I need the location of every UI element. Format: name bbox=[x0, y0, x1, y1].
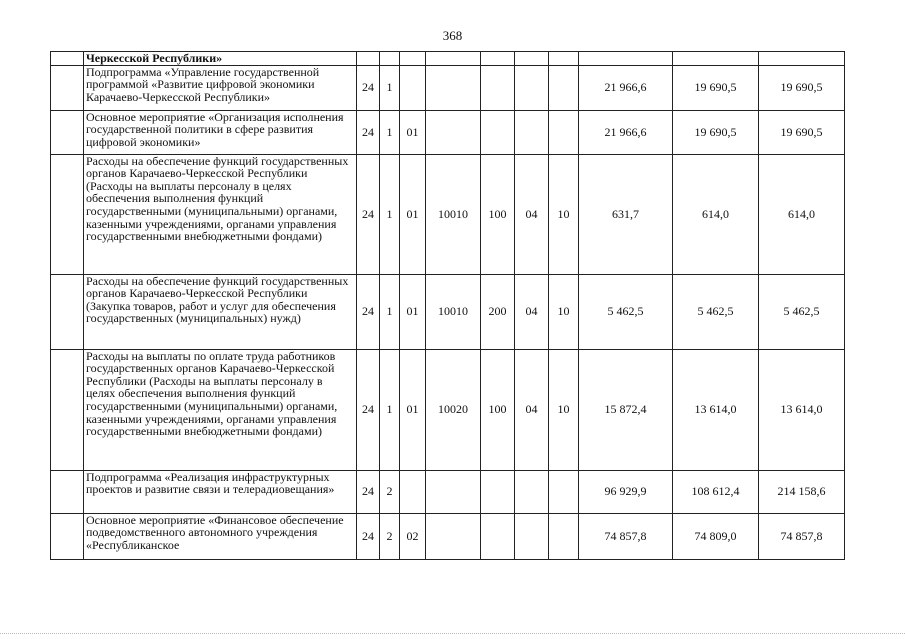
amount-year-2: 614,0 bbox=[673, 154, 759, 274]
section-code bbox=[515, 110, 549, 154]
section-code bbox=[515, 65, 549, 110]
empty-cell bbox=[51, 349, 84, 470]
row-name: Подпрограмма «Реализация инфраструктурных проектов и развитие связи и телерадиовещания» bbox=[84, 470, 357, 513]
subsection-code bbox=[549, 65, 579, 110]
expense-type-code bbox=[481, 110, 515, 154]
gp-code bbox=[357, 52, 380, 66]
row-name: Основное мероприятие «Финансовое обеспечение подведомственного автономного учреждения «Республиканское bbox=[84, 513, 357, 559]
om-code: 01 bbox=[400, 154, 426, 274]
page-bottom-edge bbox=[0, 633, 905, 634]
amount-year-3: 19 690,5 bbox=[759, 110, 845, 154]
row-name: Расходы на выплаты по оплате труда работников государственных органов Карачаево-Черкесской Республики (Расходы на выплаты персоналу в целях обеспечения выполнения функций государственными (муниципальными) органами, казенными учреждениями, органами управления государственными внебюджетными фондами) bbox=[84, 349, 357, 470]
amount-year-1: 96 929,9 bbox=[579, 470, 673, 513]
table-row bbox=[51, 274, 845, 349]
pp-code: 2 bbox=[380, 470, 400, 513]
section-code: 04 bbox=[515, 154, 549, 274]
section-code: 04 bbox=[515, 349, 549, 470]
gp-code: 24 bbox=[357, 65, 380, 110]
direction-code: 10020 bbox=[426, 349, 481, 470]
gp-code: 24 bbox=[357, 274, 380, 349]
expense-type-code: 100 bbox=[481, 154, 515, 274]
empty-cell bbox=[51, 154, 84, 274]
empty-cell bbox=[51, 513, 84, 559]
direction-code: 10010 bbox=[426, 274, 481, 349]
amount-year-3: 74 857,8 bbox=[759, 513, 845, 559]
table-row bbox=[51, 65, 845, 110]
om-code: 01 bbox=[400, 349, 426, 470]
subsection-code: 10 bbox=[549, 274, 579, 349]
amount-year-3: 5 462,5 bbox=[759, 274, 845, 349]
subsection-code bbox=[549, 470, 579, 513]
row-name: Черкесской Республики» bbox=[84, 52, 357, 66]
expense-type-code bbox=[481, 470, 515, 513]
amount-year-2 bbox=[673, 52, 759, 66]
amount-year-2: 19 690,5 bbox=[673, 65, 759, 110]
empty-cell bbox=[51, 52, 84, 66]
empty-cell bbox=[51, 274, 84, 349]
table-row bbox=[51, 52, 845, 66]
empty-cell bbox=[51, 470, 84, 513]
budget-table bbox=[50, 51, 845, 560]
om-code: 02 bbox=[400, 513, 426, 559]
expense-type-code bbox=[481, 52, 515, 66]
amount-year-1 bbox=[579, 52, 673, 66]
amount-year-1: 631,7 bbox=[579, 154, 673, 274]
direction-code bbox=[426, 110, 481, 154]
section-code bbox=[515, 470, 549, 513]
direction-code bbox=[426, 470, 481, 513]
gp-code: 24 bbox=[357, 349, 380, 470]
om-code bbox=[400, 52, 426, 66]
om-code: 01 bbox=[400, 274, 426, 349]
amount-year-1: 21 966,6 bbox=[579, 65, 673, 110]
pp-code: 2 bbox=[380, 513, 400, 559]
expense-type-code bbox=[481, 65, 515, 110]
expense-type-code bbox=[481, 513, 515, 559]
subsection-code bbox=[549, 52, 579, 66]
row-name: Подпрограмма «Управление государственной программой «Развитие цифровой экономики Карачаево-Черкесской Республики» bbox=[84, 65, 357, 110]
amount-year-1: 15 872,4 bbox=[579, 349, 673, 470]
pp-code: 1 bbox=[380, 110, 400, 154]
om-code: 01 bbox=[400, 110, 426, 154]
gp-code: 24 bbox=[357, 470, 380, 513]
amount-year-2: 108 612,4 bbox=[673, 470, 759, 513]
pp-code: 1 bbox=[380, 274, 400, 349]
amount-year-2: 74 809,0 bbox=[673, 513, 759, 559]
table-row bbox=[51, 110, 845, 154]
pp-code: 1 bbox=[380, 65, 400, 110]
amount-year-1: 5 462,5 bbox=[579, 274, 673, 349]
row-name: Основное мероприятие «Организация исполнения государственной политики в сфере развития цифровой экономики» bbox=[84, 110, 357, 154]
amount-year-3: 214 158,6 bbox=[759, 470, 845, 513]
subsection-code bbox=[549, 110, 579, 154]
table-row bbox=[51, 154, 845, 274]
direction-code bbox=[426, 65, 481, 110]
gp-code: 24 bbox=[357, 513, 380, 559]
amount-year-3: 614,0 bbox=[759, 154, 845, 274]
row-name: Расходы на обеспечение функций государственных органов Карачаево-Черкесской Республики (Закупка товаров, работ и услуг для обеспечения государственных (муниципальных) нужд) bbox=[84, 274, 357, 349]
subsection-code bbox=[549, 513, 579, 559]
pp-code: 1 bbox=[380, 154, 400, 274]
subsection-code: 10 bbox=[549, 154, 579, 274]
subsection-code: 10 bbox=[549, 349, 579, 470]
table-row bbox=[51, 349, 845, 470]
pp-code: 1 bbox=[380, 349, 400, 470]
direction-code bbox=[426, 52, 481, 66]
amount-year-2: 13 614,0 bbox=[673, 349, 759, 470]
gp-code: 24 bbox=[357, 110, 380, 154]
om-code bbox=[400, 470, 426, 513]
empty-cell bbox=[51, 65, 84, 110]
row-name: Расходы на обеспечение функций государственных органов Карачаево-Черкесской Республики (Расходы на выплаты персоналу в целях обеспечения выполнения функций государственными (муниципальными) органами, казенными учреждениями, органами управления государственными внебюджетными фондами) bbox=[84, 154, 357, 274]
empty-cell bbox=[51, 110, 84, 154]
amount-year-1: 74 857,8 bbox=[579, 513, 673, 559]
direction-code: 10010 bbox=[426, 154, 481, 274]
amount-year-1: 21 966,6 bbox=[579, 110, 673, 154]
amount-year-3 bbox=[759, 52, 845, 66]
amount-year-3: 13 614,0 bbox=[759, 349, 845, 470]
expense-type-code: 100 bbox=[481, 349, 515, 470]
amount-year-3: 19 690,5 bbox=[759, 65, 845, 110]
om-code bbox=[400, 65, 426, 110]
section-code bbox=[515, 513, 549, 559]
direction-code bbox=[426, 513, 481, 559]
table-row bbox=[51, 513, 845, 559]
page-number: 368 bbox=[442, 28, 463, 43]
pp-code bbox=[380, 52, 400, 66]
amount-year-2: 19 690,5 bbox=[673, 110, 759, 154]
table-row bbox=[51, 470, 845, 513]
gp-code: 24 bbox=[357, 154, 380, 274]
section-code bbox=[515, 52, 549, 66]
expense-type-code: 200 bbox=[481, 274, 515, 349]
amount-year-2: 5 462,5 bbox=[673, 274, 759, 349]
section-code: 04 bbox=[515, 274, 549, 349]
